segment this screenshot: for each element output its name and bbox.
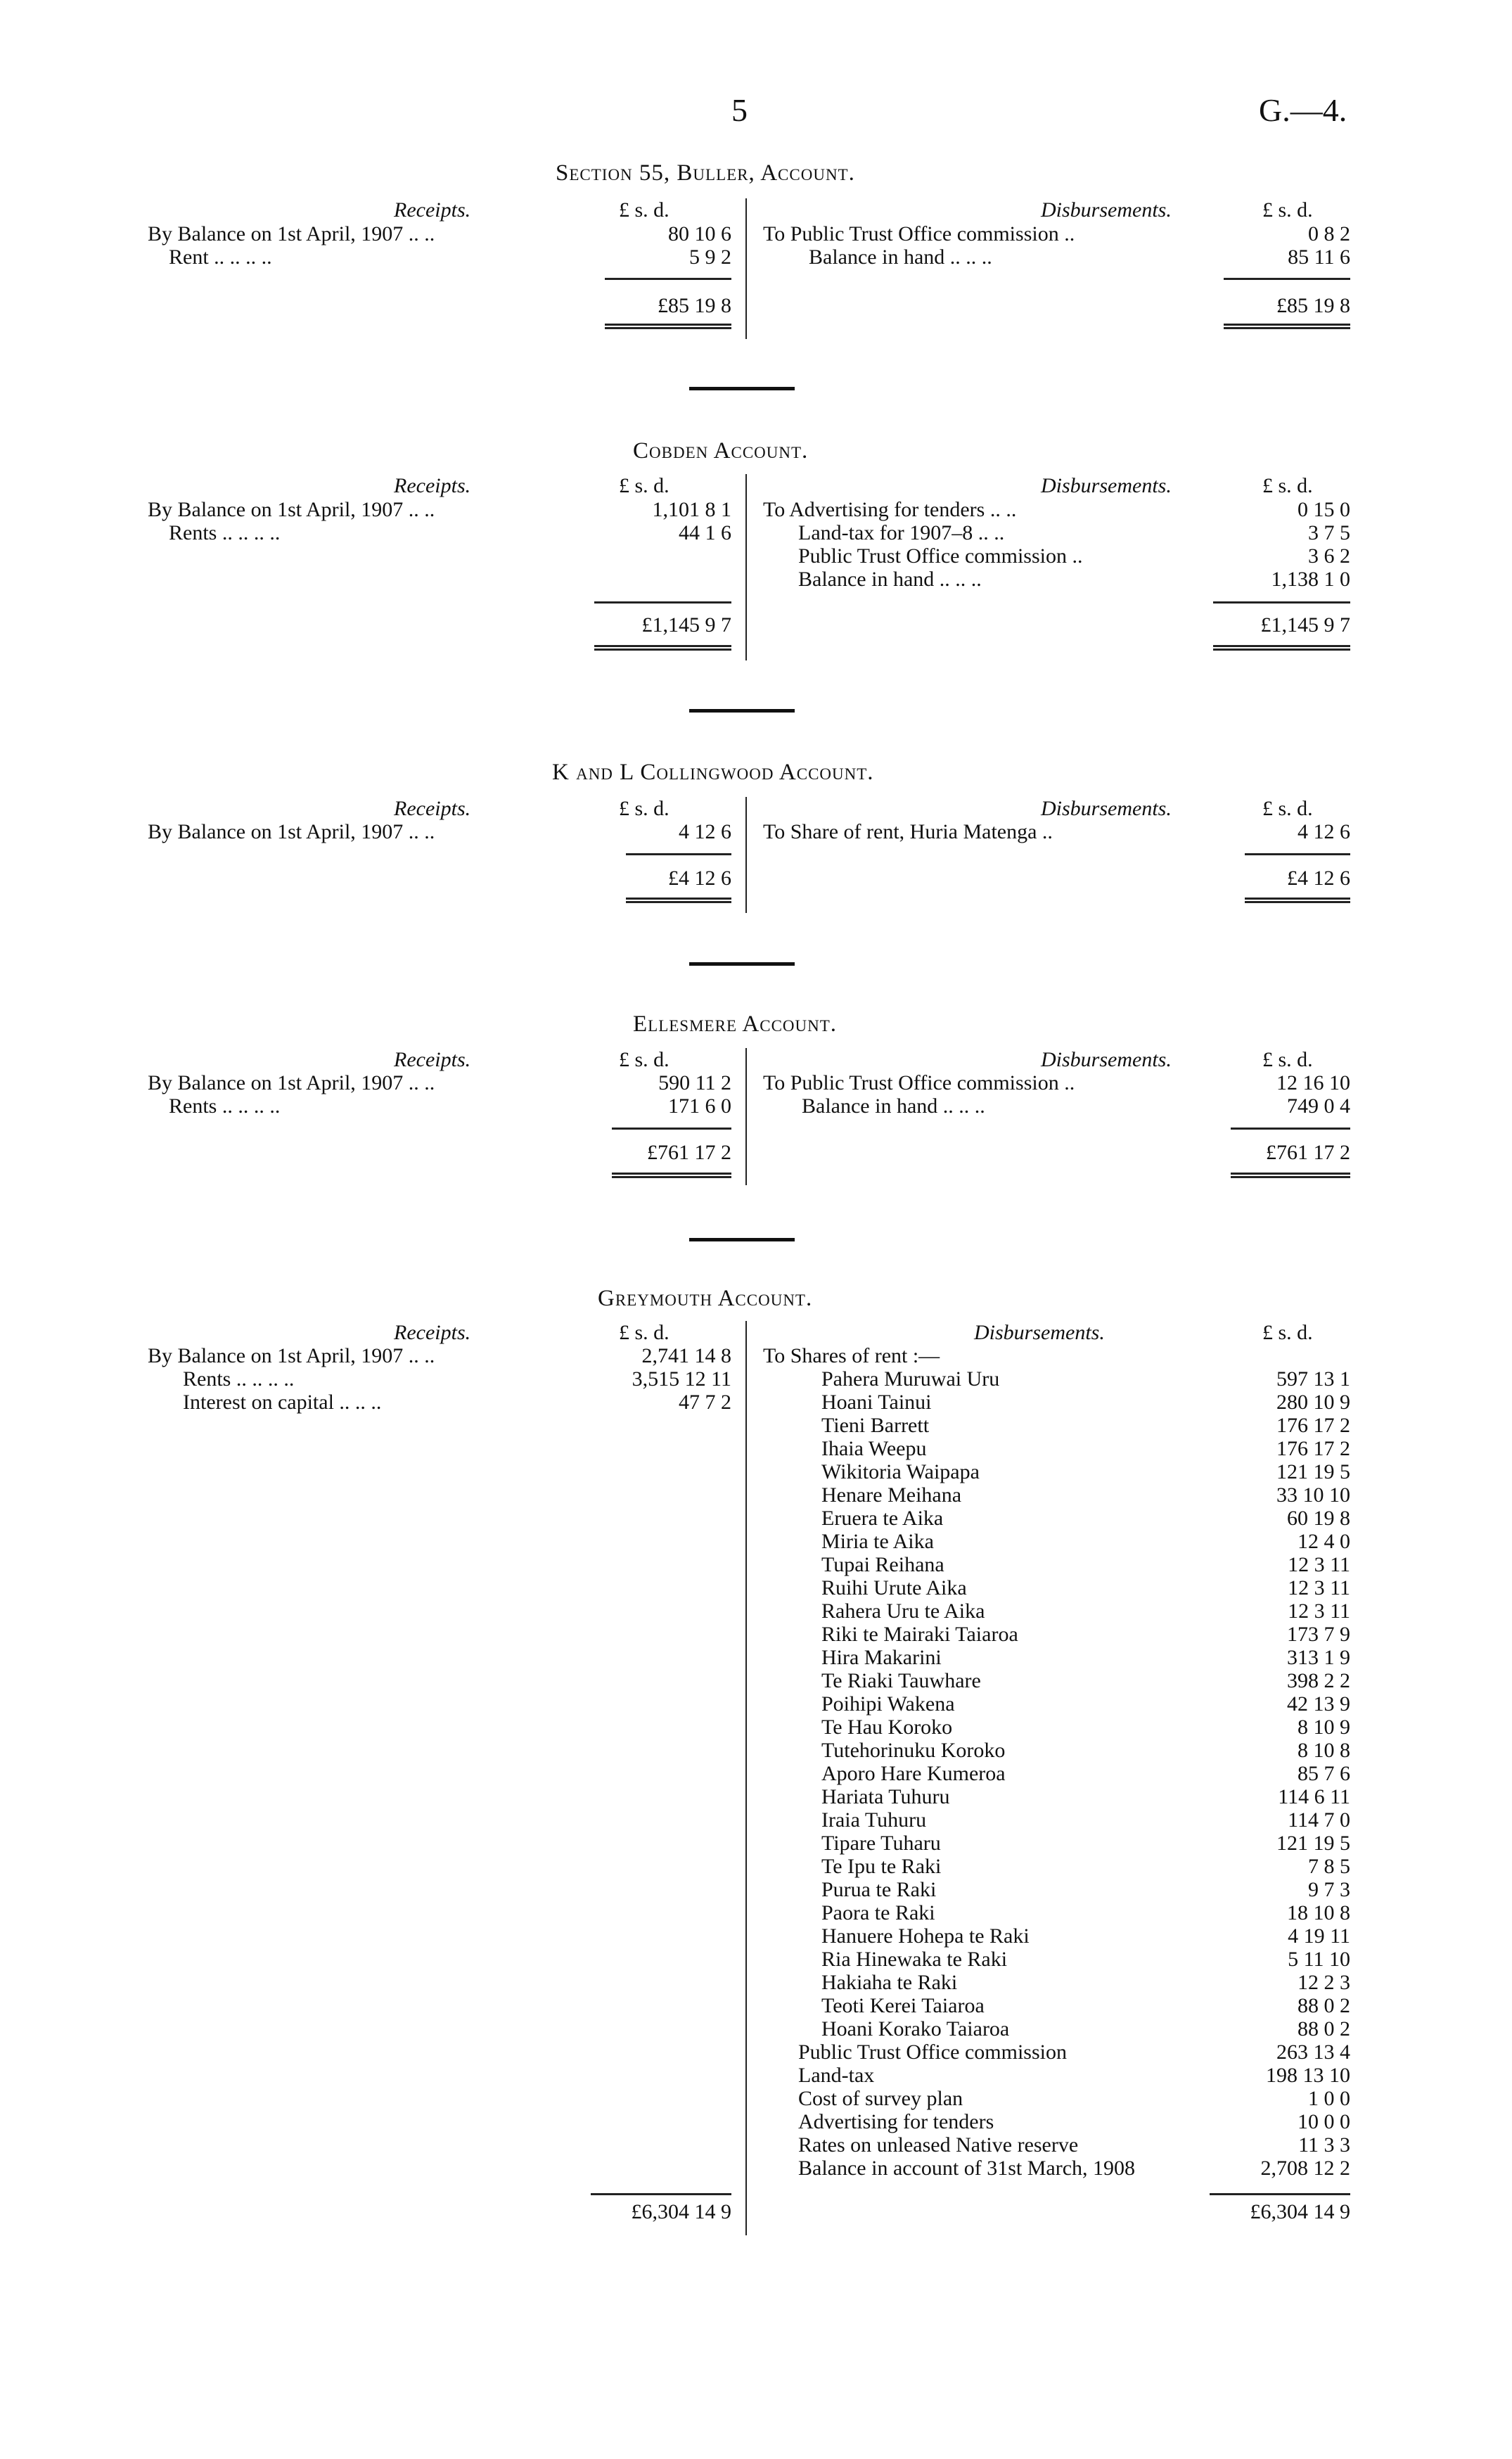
receipt-row-label: By Balance on 1st April, 1907 .. .. — [148, 820, 435, 843]
receipts-label: Receipts. — [394, 1321, 471, 1344]
subtotal-rule — [1210, 2193, 1350, 2195]
disbursement-row-amount: 60 19 8 — [1287, 1507, 1350, 1530]
subtotal-rule — [594, 601, 731, 603]
disbursement-row-label: Ihaia Weepu — [821, 1437, 927, 1460]
disbursement-group-head: To Shares of rent :— — [763, 1344, 940, 1367]
disbursement-row-amount: 176 17 2 — [1276, 1437, 1350, 1460]
receipt-row-label: Interest on capital .. .. .. — [183, 1391, 382, 1414]
disbursement-row-amount: 10 0 0 — [1298, 2110, 1350, 2133]
disbursement-row-amount: 121 19 5 — [1276, 1460, 1350, 1483]
disbursement-row-amount: 88 0 2 — [1298, 2017, 1350, 2040]
disbursement-row-label: Balance in hand .. .. .. — [809, 245, 992, 269]
disbursement-row-label: Land-tax for 1907–8 .. .. — [798, 521, 1005, 544]
column-divider — [745, 1321, 747, 2235]
disbursement-row-label: Hoani Tainui — [821, 1391, 932, 1414]
receipt-row-amount: 44 1 6 — [679, 521, 731, 544]
disbursement-row-amount: 12 16 10 — [1276, 1071, 1350, 1094]
disbursement-row-amount: 5 11 10 — [1288, 1948, 1350, 1971]
receipt-row-amount: 5 9 2 — [689, 245, 731, 269]
currency-head: £ s. d. — [619, 1048, 669, 1071]
disbursement-row-amount: 313 1 9 — [1287, 1646, 1350, 1669]
receipt-row-amount: 47 7 2 — [679, 1391, 731, 1414]
disbursement-row-label: Paora te Raki — [821, 1901, 935, 1924]
disbursement-row-amount: 4 12 6 — [1298, 820, 1350, 843]
receipt-row-label: By Balance on 1st April, 1907 .. .. — [148, 498, 435, 521]
disbursement-row-amount: 8 10 9 — [1298, 1716, 1350, 1739]
disbursement-row-amount: 749 0 4 — [1287, 1094, 1350, 1118]
account-title: Cobden Account. — [633, 438, 809, 464]
disbursement-row-amount: 8 10 8 — [1298, 1739, 1350, 1762]
disbursements-label: Disbursements. — [1041, 797, 1172, 820]
disbursement-row-amount: 173 7 9 — [1287, 1623, 1350, 1646]
disbursement-row-label: Tipare Tuharu — [821, 1832, 941, 1855]
disbursement-row-label: Teoti Kerei Taiaroa — [821, 1994, 985, 2017]
disbursement-row-label: Riki te Mairaki Taiaroa — [821, 1623, 1018, 1646]
disbursement-row-amount: 0 15 0 — [1298, 498, 1350, 521]
disbursement-row-label: Balance in hand .. .. .. — [802, 1094, 985, 1118]
disbursement-row-label: Rahera Uru te Aika — [821, 1599, 985, 1623]
total-right: £4 12 6 — [1287, 867, 1350, 890]
total-right: £1,145 9 7 — [1260, 613, 1350, 637]
disbursement-row-amount: 4 19 11 — [1288, 1924, 1350, 1948]
receipt-row-label: By Balance on 1st April, 1907 .. .. — [148, 222, 435, 245]
receipt-row-amount: 2,741 14 8 — [641, 1344, 731, 1367]
disbursement-row-amount: 198 13 10 — [1266, 2064, 1350, 2087]
receipt-row-label: By Balance on 1st April, 1907 .. .. — [148, 1344, 435, 1367]
account-title: K and L Collingwood Account. — [552, 760, 874, 785]
total-double-rule — [594, 645, 731, 651]
total-double-rule — [626, 898, 731, 903]
disbursement-row-label: To Share of rent, Huria Matenga .. — [763, 820, 1053, 843]
total-double-rule — [1245, 898, 1350, 903]
receipts-label: Receipts. — [394, 474, 471, 497]
disbursement-row-label: Rates on unleased Native reserve — [798, 2133, 1079, 2157]
total-right: £85 19 8 — [1276, 294, 1350, 317]
disbursement-row-amount: 2,708 12 2 — [1260, 2157, 1350, 2180]
receipt-row-label: Rents .. .. .. .. — [169, 1094, 281, 1118]
disbursement-row-amount: 33 10 10 — [1276, 1483, 1350, 1507]
disbursement-row-label: Public Trust Office commission — [798, 2040, 1067, 2064]
disbursement-row-amount: 9 7 3 — [1308, 1878, 1350, 1901]
column-divider — [745, 1048, 747, 1185]
disbursement-row-amount: 42 13 9 — [1287, 1692, 1350, 1716]
disbursement-row-amount: 114 7 0 — [1288, 1808, 1350, 1832]
disbursement-row-label: Pahera Muruwai Uru — [821, 1367, 1000, 1391]
disbursement-row-label: Te Ipu te Raki — [821, 1855, 942, 1878]
total-double-rule — [605, 324, 731, 329]
receipt-row-label: Rent .. .. .. .. — [169, 245, 272, 269]
disbursement-row-label: Tupai Reihana — [821, 1553, 944, 1576]
section-separator — [689, 1238, 795, 1241]
total-left: £761 17 2 — [647, 1141, 731, 1164]
disbursement-row-amount: 176 17 2 — [1276, 1414, 1350, 1437]
receipts-label: Receipts. — [394, 198, 471, 222]
disbursement-row-amount: 18 10 8 — [1287, 1901, 1350, 1924]
disbursement-row-amount: 12 3 11 — [1288, 1576, 1350, 1599]
disbursement-row-label: Land-tax — [798, 2064, 875, 2087]
subtotal-rule — [626, 853, 731, 855]
disbursement-row-label: To Advertising for tenders .. .. — [763, 498, 1017, 521]
total-left: £85 19 8 — [658, 294, 731, 317]
account-title: Greymouth Account. — [598, 1286, 813, 1311]
receipt-row-label: By Balance on 1st April, 1907 .. .. — [148, 1071, 435, 1094]
disbursement-row-amount: 398 2 2 — [1287, 1669, 1350, 1692]
disbursements-label: Disbursements. — [1041, 474, 1172, 497]
disbursement-row-amount: 1,138 1 0 — [1271, 568, 1350, 591]
subtotal-rule — [1224, 278, 1350, 280]
disbursement-row-label: Purua te Raki — [821, 1878, 937, 1901]
receipts-label: Receipts. — [394, 797, 471, 820]
disbursement-row-amount: 12 3 11 — [1288, 1553, 1350, 1576]
disbursements-label: Disbursements. — [974, 1321, 1105, 1344]
section-separator — [689, 709, 795, 713]
disbursement-row-amount: 263 13 4 — [1276, 2040, 1350, 2064]
currency-head: £ s. d. — [619, 1321, 669, 1344]
page-number: 5 — [731, 92, 748, 128]
currency-head: £ s. d. — [1262, 1321, 1313, 1344]
disbursement-row-label: Ruihi Urute Aika — [821, 1576, 967, 1599]
account-title: Ellesmere Account. — [633, 1011, 838, 1037]
receipts-label: Receipts. — [394, 1048, 471, 1071]
disbursement-row-label: Hariata Tuhuru — [821, 1785, 950, 1808]
disbursement-row-label: Miria te Aika — [821, 1530, 934, 1553]
subtotal-rule — [1245, 853, 1350, 855]
disbursement-row-label: Hakiaha te Raki — [821, 1971, 958, 1994]
subtotal-rule — [612, 1128, 731, 1130]
total-right: £761 17 2 — [1266, 1141, 1350, 1164]
column-divider — [745, 797, 747, 913]
disbursement-row-label: Tutehorinuku Koroko — [821, 1739, 1006, 1762]
disbursement-row-amount: 1 0 0 — [1308, 2087, 1350, 2110]
account-title: Section 55, Buller, Account. — [556, 160, 855, 186]
disbursement-row-amount: 12 4 0 — [1298, 1530, 1350, 1553]
disbursement-row-amount: 597 13 1 — [1276, 1367, 1350, 1391]
disbursement-row-label: Poihipi Wakena — [821, 1692, 955, 1716]
disbursement-row-label: Tieni Barrett — [821, 1414, 930, 1437]
column-divider — [745, 474, 747, 660]
disbursements-label: Disbursements. — [1041, 198, 1172, 222]
disbursement-row-amount: 0 8 2 — [1308, 222, 1350, 245]
subtotal-rule — [605, 278, 731, 280]
disbursement-row-label: To Public Trust Office commission .. — [763, 222, 1075, 245]
disbursement-row-amount: 85 7 6 — [1298, 1762, 1350, 1785]
currency-head: £ s. d. — [1262, 1048, 1313, 1071]
disbursements-label: Disbursements. — [1041, 1048, 1172, 1071]
total-left: £6,304 14 9 — [631, 2200, 731, 2223]
disbursement-row-amount: 12 2 3 — [1298, 1971, 1350, 1994]
currency-head: £ s. d. — [619, 797, 669, 820]
receipt-row-label: Rents .. .. .. .. — [169, 521, 281, 544]
document-reference: G.—4. — [1259, 92, 1347, 128]
total-double-rule — [1231, 1173, 1350, 1178]
currency-head: £ s. d. — [1262, 797, 1313, 820]
disbursement-row-label: Te Riaki Tauwhare — [821, 1669, 981, 1692]
currency-head: £ s. d. — [1262, 198, 1313, 222]
disbursement-row-amount: 3 6 2 — [1308, 544, 1350, 568]
disbursement-row-label: Te Hau Koroko — [821, 1716, 953, 1739]
receipt-row-amount: 171 6 0 — [668, 1094, 731, 1118]
disbursement-row-amount: 121 19 5 — [1276, 1832, 1350, 1855]
disbursement-row-label: Hoani Korako Taiaroa — [821, 2017, 1010, 2040]
disbursement-row-amount: 85 11 6 — [1288, 245, 1350, 269]
disbursement-row-label: Public Trust Office commission .. — [798, 544, 1083, 568]
section-separator — [689, 962, 795, 966]
currency-head: £ s. d. — [619, 198, 669, 222]
disbursement-row-label: Cost of survey plan — [798, 2087, 963, 2110]
total-double-rule — [1224, 324, 1350, 329]
disbursement-row-label: Advertising for tenders — [798, 2110, 994, 2133]
disbursement-row-label: Wikitoria Waipapa — [821, 1460, 980, 1483]
total-left: £1,145 9 7 — [641, 613, 731, 637]
disbursement-row-label: Iraia Tuhuru — [821, 1808, 927, 1832]
disbursement-row-label: Hanuere Hohepa te Raki — [821, 1924, 1030, 1948]
disbursement-row-amount: 88 0 2 — [1298, 1994, 1350, 2017]
receipt-row-label: Rents .. .. .. .. — [183, 1367, 295, 1391]
total-double-rule — [612, 1173, 731, 1178]
disbursement-row-label: Balance in hand .. .. .. — [798, 568, 982, 591]
receipt-row-amount: 590 11 2 — [658, 1071, 731, 1094]
receipt-row-amount: 1,101 8 1 — [652, 498, 731, 521]
total-right: £6,304 14 9 — [1250, 2200, 1350, 2223]
total-double-rule — [1213, 645, 1350, 651]
total-left: £4 12 6 — [668, 867, 731, 890]
disbursement-row-label: Ria Hinewaka te Raki — [821, 1948, 1008, 1971]
subtotal-rule — [591, 2193, 731, 2195]
disbursement-row-amount: 11 3 3 — [1298, 2133, 1350, 2157]
disbursement-row-amount: 114 6 11 — [1278, 1785, 1350, 1808]
disbursement-row-amount: 12 3 11 — [1288, 1599, 1350, 1623]
disbursement-row-label: To Public Trust Office commission .. — [763, 1071, 1075, 1094]
receipt-row-amount: 3,515 12 11 — [632, 1367, 731, 1391]
disbursement-row-amount: 3 7 5 — [1308, 521, 1350, 544]
disbursement-row-label: Henare Meihana — [821, 1483, 962, 1507]
section-separator — [689, 387, 795, 390]
disbursement-row-amount: 280 10 9 — [1276, 1391, 1350, 1414]
disbursement-row-label: Eruera te Aika — [821, 1507, 944, 1530]
disbursement-row-label: Balance in account of 31st March, 1908 — [798, 2157, 1136, 2180]
currency-head: £ s. d. — [1262, 474, 1313, 497]
currency-head: £ s. d. — [619, 474, 669, 497]
column-divider — [745, 198, 747, 339]
disbursement-row-label: Hira Makarini — [821, 1646, 942, 1669]
receipt-row-amount: 80 10 6 — [668, 222, 731, 245]
subtotal-rule — [1231, 1128, 1350, 1130]
disbursement-row-label: Aporo Hare Kumeroa — [821, 1762, 1006, 1785]
subtotal-rule — [1213, 601, 1350, 603]
disbursement-row-amount: 7 8 5 — [1308, 1855, 1350, 1878]
receipt-row-amount: 4 12 6 — [679, 820, 731, 843]
